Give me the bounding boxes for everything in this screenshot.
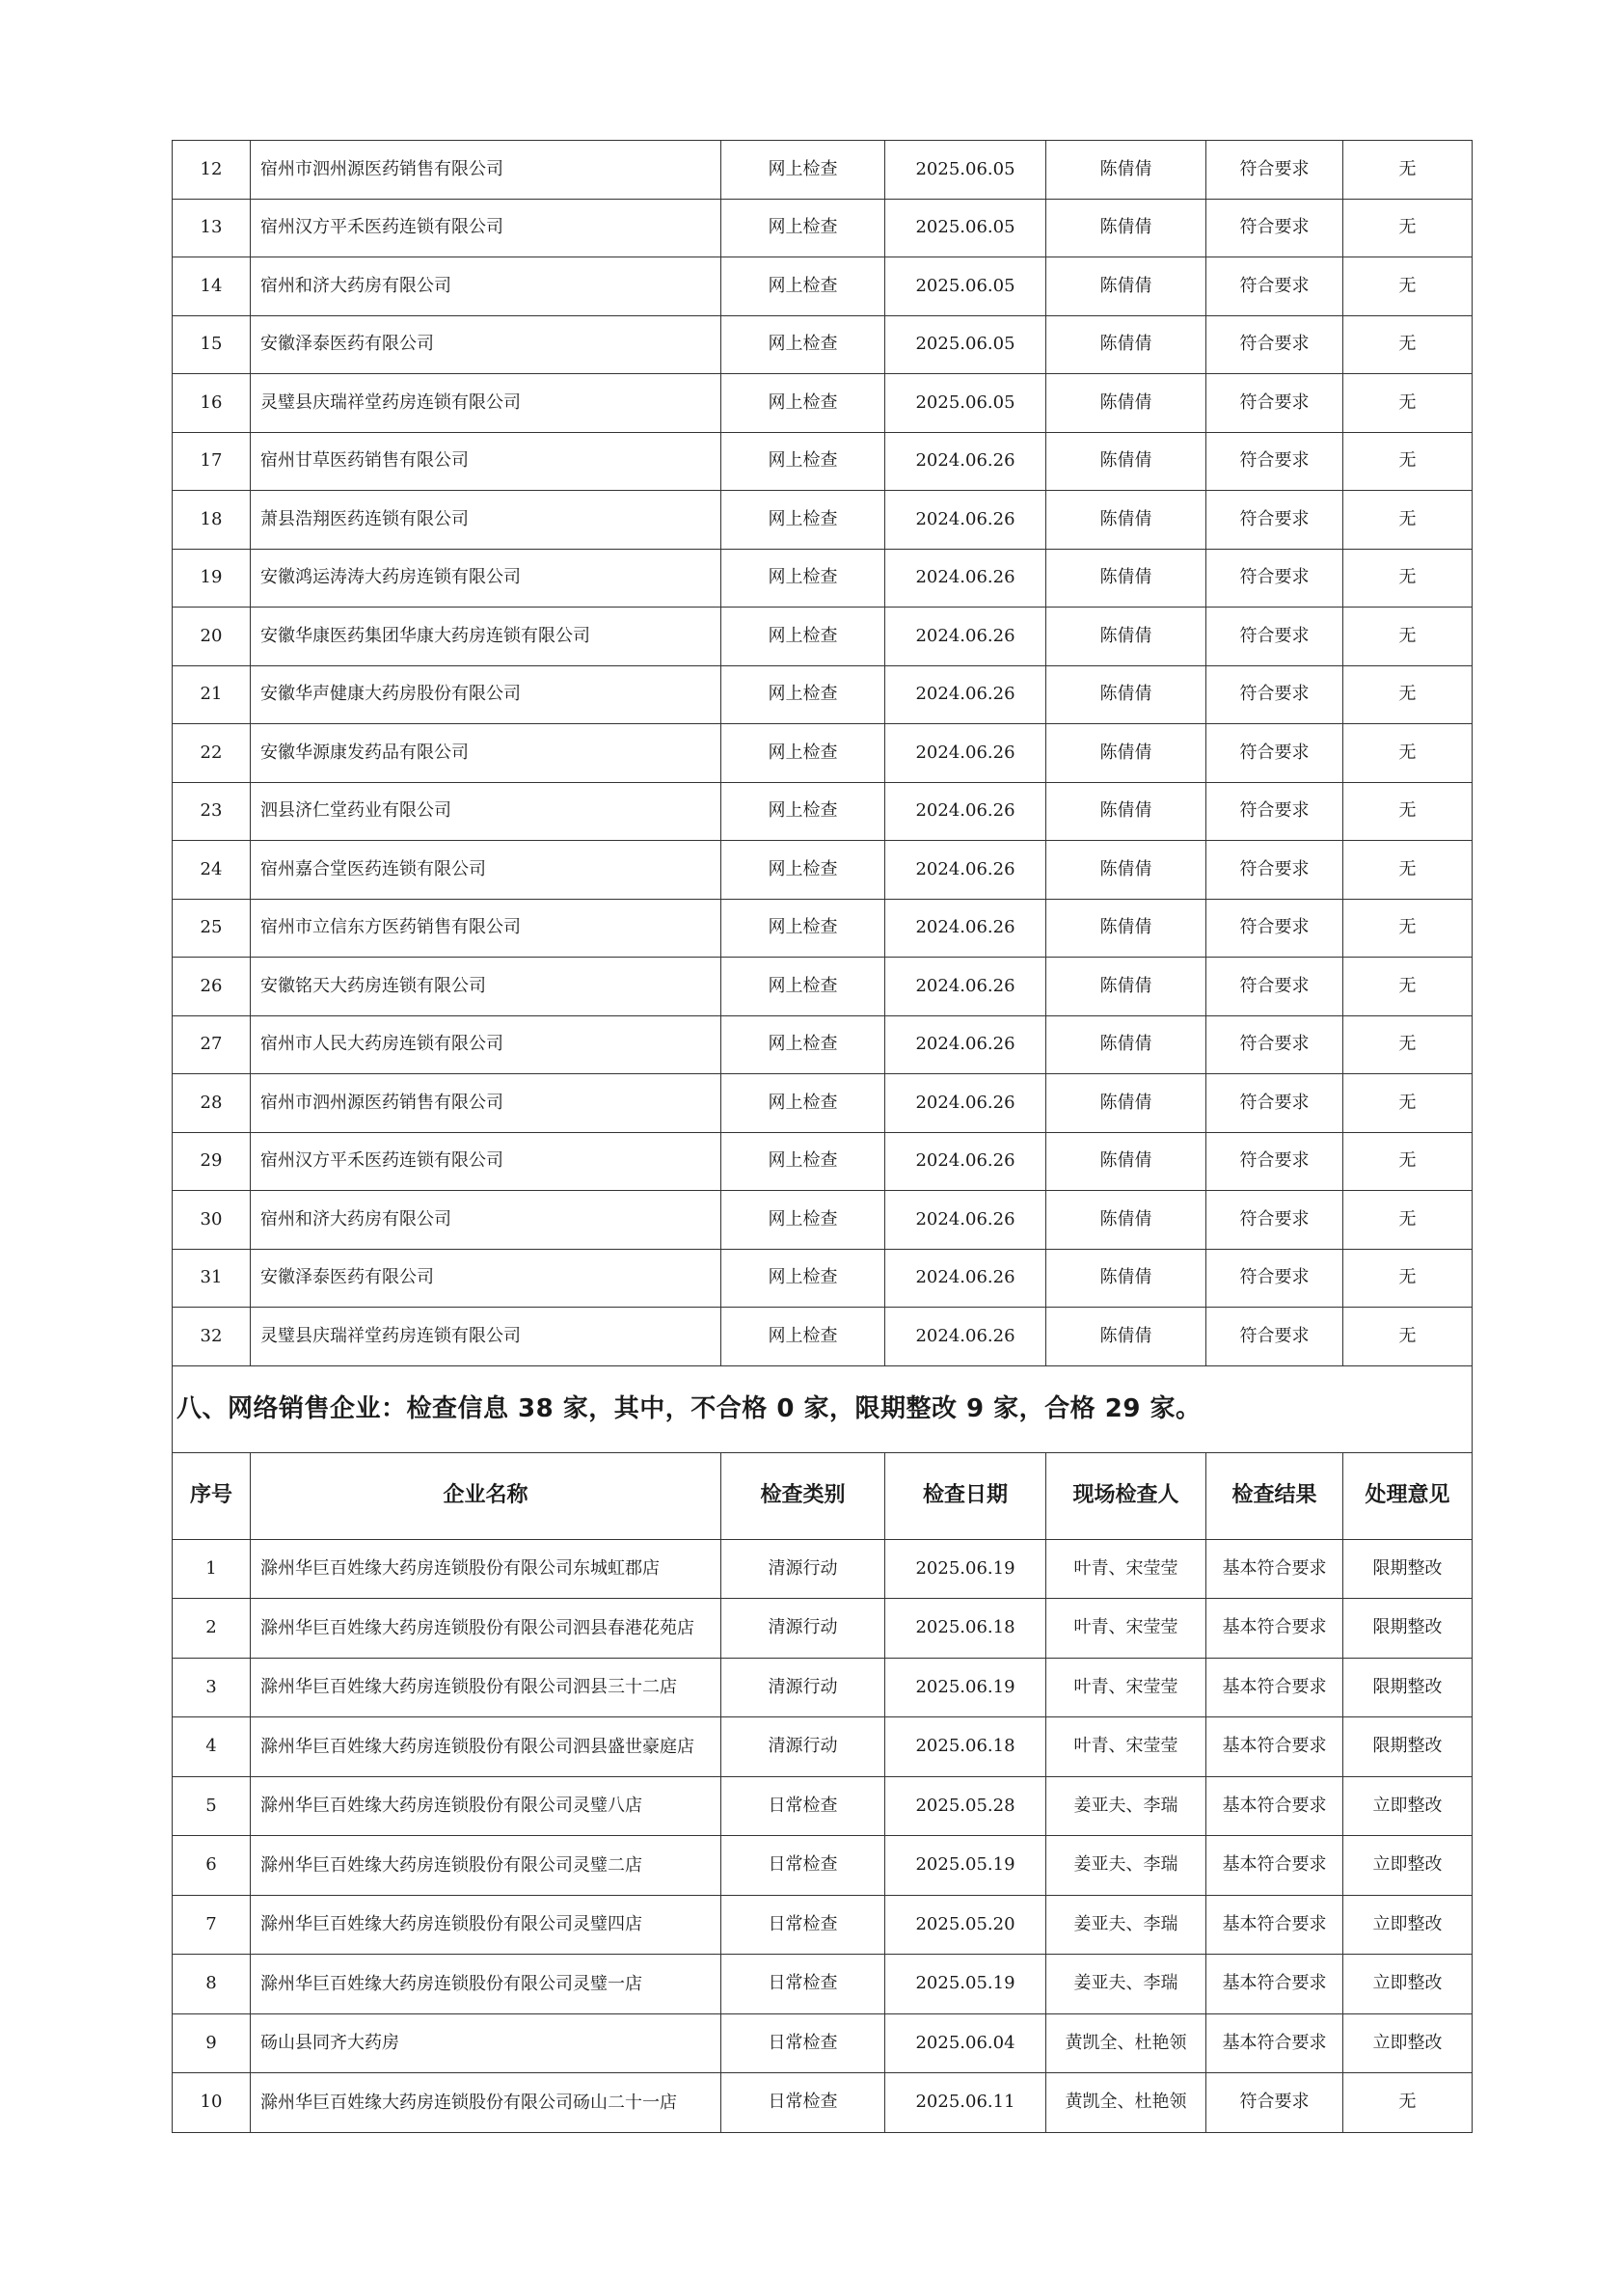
table-row <box>173 1955 1473 2014</box>
cell-result: 基本符合要求 <box>1206 2013 1343 2073</box>
cell-type: 网上检查 <box>721 608 885 666</box>
cell-no: 27 <box>173 1015 251 1074</box>
cell-no: 30 <box>173 1191 251 1250</box>
cell-inspector: 姜亚夫、李瑞 <box>1046 1955 1206 2014</box>
cell-name: 滁州华巨百姓缘大药房连锁股份有限公司灵璧一店 <box>251 1955 721 2014</box>
table-row <box>173 841 1473 900</box>
cell-no: 2 <box>173 1599 251 1659</box>
cell-opinion: 立即整改 <box>1343 1955 1473 2014</box>
cell-name: 滁州华巨百姓缘大药房连锁股份有限公司灵璧四店 <box>251 1895 721 1955</box>
cell-type: 网上检查 <box>721 1015 885 1074</box>
cell-result: 符合要求 <box>1206 958 1343 1016</box>
cell-opinion: 无 <box>1343 608 1473 666</box>
cell-opinion: 无 <box>1343 549 1473 608</box>
cell-no: 28 <box>173 1074 251 1133</box>
cell-no: 25 <box>173 899 251 958</box>
cell-result: 符合要求 <box>1206 1074 1343 1133</box>
cell-date: 2025.05.19 <box>885 1955 1046 2014</box>
cell-result: 符合要求 <box>1206 491 1343 550</box>
cell-date: 2024.06.26 <box>885 724 1046 783</box>
cell-no: 4 <box>173 1717 251 1777</box>
cell-name: 灵璧县庆瑞祥堂药房连锁有限公司 <box>251 374 721 433</box>
cell-name: 滁州华巨百姓缘大药房连锁股份有限公司灵璧二店 <box>251 1836 721 1896</box>
cell-date: 2025.06.05 <box>885 199 1046 257</box>
cell-inspector: 陈倩倩 <box>1046 1132 1206 1191</box>
cell-type: 网上检查 <box>721 724 885 783</box>
inspection-table <box>172 140 1473 2133</box>
cell-name: 宿州和济大药房有限公司 <box>251 257 721 316</box>
cell-date: 2024.06.26 <box>885 608 1046 666</box>
cell-type: 网上检查 <box>721 374 885 433</box>
cell-type: 清源行动 <box>721 1658 885 1717</box>
cell-opinion: 无 <box>1343 899 1473 958</box>
cell-result: 符合要求 <box>1206 1249 1343 1308</box>
cell-no: 23 <box>173 782 251 841</box>
cell-date: 2024.06.26 <box>885 1308 1046 1366</box>
cell-no: 5 <box>173 1776 251 1836</box>
cell-inspector: 陈倩倩 <box>1046 257 1206 316</box>
cell-result: 基本符合要求 <box>1206 1776 1343 1836</box>
cell-inspector: 叶青、宋莹莹 <box>1046 1717 1206 1777</box>
cell-opinion: 限期整改 <box>1343 1658 1473 1717</box>
cell-opinion: 无 <box>1343 315 1473 374</box>
cell-date: 2024.06.26 <box>885 958 1046 1016</box>
cell-opinion: 无 <box>1343 665 1473 724</box>
cell-type: 网上检查 <box>721 899 885 958</box>
cell-inspector: 陈倩倩 <box>1046 841 1206 900</box>
table-row <box>173 1836 1473 1896</box>
bottom-table-body <box>173 1539 1473 2132</box>
table-row <box>173 1074 1473 1133</box>
cell-name: 安徽泽泰医药有限公司 <box>251 315 721 374</box>
cell-opinion: 无 <box>1343 1074 1473 1133</box>
header-result: 检查结果 <box>1206 1452 1343 1539</box>
cell-inspector: 陈倩倩 <box>1046 141 1206 200</box>
cell-opinion: 无 <box>1343 199 1473 257</box>
cell-date: 2025.05.20 <box>885 1895 1046 1955</box>
top-table-body <box>173 141 1473 1366</box>
table-row <box>173 1658 1473 1717</box>
cell-opinion: 无 <box>1343 432 1473 491</box>
cell-name: 滁州华巨百姓缘大药房连锁股份有限公司泗县盛世豪庭店 <box>251 1717 721 1777</box>
cell-no: 15 <box>173 315 251 374</box>
cell-type: 日常检查 <box>721 2073 885 2133</box>
cell-opinion: 立即整改 <box>1343 2013 1473 2073</box>
cell-date: 2024.06.26 <box>885 1074 1046 1133</box>
cell-type: 网上检查 <box>721 841 885 900</box>
table-row <box>173 1308 1473 1366</box>
cell-inspector: 陈倩倩 <box>1046 1074 1206 1133</box>
cell-type: 网上检查 <box>721 958 885 1016</box>
cell-name: 滁州华巨百姓缘大药房连锁股份有限公司泗县春港花苑店 <box>251 1599 721 1659</box>
cell-date: 2025.06.11 <box>885 2073 1046 2133</box>
cell-no: 20 <box>173 608 251 666</box>
cell-no: 32 <box>173 1308 251 1366</box>
header-row <box>173 1452 1473 1539</box>
cell-name: 砀山县同齐大药房 <box>251 2013 721 2073</box>
cell-opinion: 无 <box>1343 841 1473 900</box>
cell-date: 2024.06.26 <box>885 491 1046 550</box>
cell-inspector: 陈倩倩 <box>1046 1308 1206 1366</box>
cell-date: 2025.05.28 <box>885 1776 1046 1836</box>
cell-type: 日常检查 <box>721 1895 885 1955</box>
cell-result: 基本符合要求 <box>1206 1895 1343 1955</box>
cell-date: 2024.06.26 <box>885 841 1046 900</box>
cell-type: 网上检查 <box>721 199 885 257</box>
cell-opinion: 无 <box>1343 1191 1473 1250</box>
cell-result: 符合要求 <box>1206 2073 1343 2133</box>
table-row <box>173 1191 1473 1250</box>
cell-name: 泗县济仁堂药业有限公司 <box>251 782 721 841</box>
table-row <box>173 1776 1473 1836</box>
cell-type: 网上检查 <box>721 491 885 550</box>
cell-result: 符合要求 <box>1206 724 1343 783</box>
cell-type: 网上检查 <box>721 1132 885 1191</box>
cell-no: 31 <box>173 1249 251 1308</box>
cell-name: 宿州嘉合堂医药连锁有限公司 <box>251 841 721 900</box>
cell-opinion: 限期整改 <box>1343 1539 1473 1599</box>
cell-result: 基本符合要求 <box>1206 1955 1343 2014</box>
cell-inspector: 叶青、宋莹莹 <box>1046 1658 1206 1717</box>
cell-inspector: 陈倩倩 <box>1046 1015 1206 1074</box>
cell-type: 网上检查 <box>721 432 885 491</box>
cell-date: 2024.06.26 <box>885 549 1046 608</box>
table-row <box>173 491 1473 550</box>
cell-opinion: 无 <box>1343 1132 1473 1191</box>
cell-no: 12 <box>173 141 251 200</box>
header-inspector: 现场检查人 <box>1046 1452 1206 1539</box>
cell-type: 网上检查 <box>721 665 885 724</box>
cell-no: 6 <box>173 1836 251 1896</box>
table-row <box>173 549 1473 608</box>
cell-name: 宿州市人民大药房连锁有限公司 <box>251 1015 721 1074</box>
cell-opinion: 立即整改 <box>1343 1895 1473 1955</box>
cell-date: 2025.06.05 <box>885 257 1046 316</box>
cell-inspector: 陈倩倩 <box>1046 665 1206 724</box>
cell-result: 符合要求 <box>1206 141 1343 200</box>
cell-name: 安徽泽泰医药有限公司 <box>251 1249 721 1308</box>
cell-opinion: 无 <box>1343 491 1473 550</box>
cell-type: 网上检查 <box>721 1191 885 1250</box>
cell-result: 基本符合要求 <box>1206 1658 1343 1717</box>
cell-name: 宿州市泗州源医药销售有限公司 <box>251 1074 721 1133</box>
cell-inspector: 陈倩倩 <box>1046 432 1206 491</box>
header-type: 检查类别 <box>721 1452 885 1539</box>
cell-inspector: 陈倩倩 <box>1046 782 1206 841</box>
cell-name: 宿州和济大药房有限公司 <box>251 1191 721 1250</box>
cell-type: 网上检查 <box>721 315 885 374</box>
cell-result: 符合要求 <box>1206 841 1343 900</box>
cell-date: 2025.06.18 <box>885 1717 1046 1777</box>
cell-result: 符合要求 <box>1206 549 1343 608</box>
cell-name: 安徽华声健康大药房股份有限公司 <box>251 665 721 724</box>
cell-type: 日常检查 <box>721 1776 885 1836</box>
cell-opinion: 无 <box>1343 1249 1473 1308</box>
cell-date: 2025.06.05 <box>885 374 1046 433</box>
cell-date: 2024.06.26 <box>885 782 1046 841</box>
cell-name: 灵璧县庆瑞祥堂药房连锁有限公司 <box>251 1308 721 1366</box>
cell-type: 网上检查 <box>721 1308 885 1366</box>
cell-no: 3 <box>173 1658 251 1717</box>
cell-no: 10 <box>173 2073 251 2133</box>
table-row <box>173 141 1473 200</box>
cell-no: 1 <box>173 1539 251 1599</box>
cell-inspector: 黄凯全、杜艳领 <box>1046 2013 1206 2073</box>
cell-name: 滁州华巨百姓缘大药房连锁股份有限公司东城虹郡店 <box>251 1539 721 1599</box>
cell-name: 滁州华巨百姓缘大药房连锁股份有限公司灵璧八店 <box>251 1776 721 1836</box>
table-row <box>173 1015 1473 1074</box>
cell-inspector: 陈倩倩 <box>1046 549 1206 608</box>
cell-no: 29 <box>173 1132 251 1191</box>
cell-no: 14 <box>173 257 251 316</box>
table-row <box>173 315 1473 374</box>
header-date: 检查日期 <box>885 1452 1046 1539</box>
table-row <box>173 665 1473 724</box>
cell-inspector: 陈倩倩 <box>1046 899 1206 958</box>
cell-name: 安徽鸿运涛涛大药房连锁有限公司 <box>251 549 721 608</box>
cell-name: 安徽华康医药集团华康大药房连锁有限公司 <box>251 608 721 666</box>
cell-no: 22 <box>173 724 251 783</box>
cell-date: 2024.06.26 <box>885 1191 1046 1250</box>
cell-result: 符合要求 <box>1206 315 1343 374</box>
cell-name: 安徽铭天大药房连锁有限公司 <box>251 958 721 1016</box>
table-row <box>173 1599 1473 1659</box>
cell-name: 滁州华巨百姓缘大药房连锁股份有限公司泗县三十二店 <box>251 1658 721 1717</box>
cell-date: 2025.06.04 <box>885 2013 1046 2073</box>
cell-inspector: 陈倩倩 <box>1046 315 1206 374</box>
table-row <box>173 1249 1473 1308</box>
header-opinion: 处理意见 <box>1343 1452 1473 1539</box>
cell-type: 网上检查 <box>721 141 885 200</box>
cell-date: 2025.06.05 <box>885 141 1046 200</box>
cell-inspector: 姜亚夫、李瑞 <box>1046 1895 1206 1955</box>
table-row <box>173 958 1473 1016</box>
cell-opinion: 立即整改 <box>1343 1836 1473 1896</box>
cell-name: 宿州汉方平禾医药连锁有限公司 <box>251 199 721 257</box>
cell-result: 符合要求 <box>1206 899 1343 958</box>
cell-inspector: 叶青、宋莹莹 <box>1046 1539 1206 1599</box>
cell-inspector: 陈倩倩 <box>1046 724 1206 783</box>
cell-opinion: 无 <box>1343 1308 1473 1366</box>
cell-date: 2024.06.26 <box>885 1015 1046 1074</box>
cell-no: 13 <box>173 199 251 257</box>
cell-name: 宿州汉方平禾医药连锁有限公司 <box>251 1132 721 1191</box>
cell-inspector: 姜亚夫、李瑞 <box>1046 1776 1206 1836</box>
cell-date: 2024.06.26 <box>885 432 1046 491</box>
cell-result: 符合要求 <box>1206 374 1343 433</box>
cell-no: 8 <box>173 1955 251 2014</box>
cell-name: 安徽华源康发药品有限公司 <box>251 724 721 783</box>
section-heading-row <box>173 1365 1473 1452</box>
cell-inspector: 陈倩倩 <box>1046 199 1206 257</box>
cell-type: 清源行动 <box>721 1539 885 1599</box>
cell-result: 基本符合要求 <box>1206 1717 1343 1777</box>
table-row <box>173 2073 1473 2133</box>
cell-date: 2024.06.26 <box>885 1132 1046 1191</box>
cell-no: 26 <box>173 958 251 1016</box>
cell-name: 萧县浩翔医药连锁有限公司 <box>251 491 721 550</box>
cell-no: 7 <box>173 1895 251 1955</box>
cell-type: 日常检查 <box>721 1836 885 1896</box>
cell-opinion: 无 <box>1343 374 1473 433</box>
table-row <box>173 257 1473 316</box>
table-row <box>173 374 1473 433</box>
cell-type: 网上检查 <box>721 1249 885 1308</box>
cell-result: 符合要求 <box>1206 782 1343 841</box>
cell-inspector: 陈倩倩 <box>1046 958 1206 1016</box>
cell-type: 网上检查 <box>721 782 885 841</box>
cell-no: 16 <box>173 374 251 433</box>
cell-result: 基本符合要求 <box>1206 1539 1343 1599</box>
cell-result: 符合要求 <box>1206 1191 1343 1250</box>
cell-no: 9 <box>173 2013 251 2073</box>
cell-type: 清源行动 <box>721 1599 885 1659</box>
table-row <box>173 2013 1473 2073</box>
table-row <box>173 1132 1473 1191</box>
cell-type: 网上检查 <box>721 257 885 316</box>
cell-inspector: 陈倩倩 <box>1046 491 1206 550</box>
cell-opinion: 无 <box>1343 782 1473 841</box>
cell-date: 2024.06.26 <box>885 899 1046 958</box>
cell-result: 基本符合要求 <box>1206 1599 1343 1659</box>
cell-no: 18 <box>173 491 251 550</box>
document-page <box>172 140 1472 2133</box>
cell-name: 宿州市立信东方医药销售有限公司 <box>251 899 721 958</box>
cell-no: 19 <box>173 549 251 608</box>
section-heading: 八、网络销售企业：检查信息 38 家，其中，不合格 0 家，限期整改 9 家，合格 29 家。 <box>173 1365 1473 1452</box>
cell-inspector: 陈倩倩 <box>1046 374 1206 433</box>
cell-inspector: 陈倩倩 <box>1046 1249 1206 1308</box>
cell-date: 2024.06.26 <box>885 1249 1046 1308</box>
table-row <box>173 782 1473 841</box>
table-row <box>173 1539 1473 1599</box>
cell-inspector: 叶青、宋莹莹 <box>1046 1599 1206 1659</box>
cell-opinion: 无 <box>1343 2073 1473 2133</box>
cell-date: 2025.06.19 <box>885 1539 1046 1599</box>
cell-date: 2024.06.26 <box>885 665 1046 724</box>
cell-date: 2025.06.05 <box>885 315 1046 374</box>
cell-type: 网上检查 <box>721 549 885 608</box>
cell-type: 网上检查 <box>721 1074 885 1133</box>
cell-date: 2025.05.19 <box>885 1836 1046 1896</box>
cell-type: 清源行动 <box>721 1717 885 1777</box>
cell-opinion: 无 <box>1343 257 1473 316</box>
table-row <box>173 724 1473 783</box>
cell-result: 符合要求 <box>1206 432 1343 491</box>
cell-result: 符合要求 <box>1206 1015 1343 1074</box>
table-row <box>173 608 1473 666</box>
cell-opinion: 无 <box>1343 141 1473 200</box>
cell-result: 基本符合要求 <box>1206 1836 1343 1896</box>
cell-no: 21 <box>173 665 251 724</box>
cell-date: 2025.06.18 <box>885 1599 1046 1659</box>
cell-inspector: 陈倩倩 <box>1046 1191 1206 1250</box>
cell-opinion: 无 <box>1343 958 1473 1016</box>
cell-name: 宿州甘草医药销售有限公司 <box>251 432 721 491</box>
cell-result: 符合要求 <box>1206 199 1343 257</box>
cell-type: 日常检查 <box>721 1955 885 2014</box>
cell-opinion: 限期整改 <box>1343 1717 1473 1777</box>
header-no: 序号 <box>173 1452 251 1539</box>
cell-inspector: 陈倩倩 <box>1046 608 1206 666</box>
table-row <box>173 1717 1473 1777</box>
table-row <box>173 432 1473 491</box>
cell-inspector: 姜亚夫、李瑞 <box>1046 1836 1206 1896</box>
cell-result: 符合要求 <box>1206 608 1343 666</box>
cell-opinion: 无 <box>1343 1015 1473 1074</box>
cell-opinion: 无 <box>1343 724 1473 783</box>
cell-opinion: 限期整改 <box>1343 1599 1473 1659</box>
table-row <box>173 899 1473 958</box>
table-row <box>173 1895 1473 1955</box>
table-row <box>173 199 1473 257</box>
section-body <box>173 1365 1473 1539</box>
cell-name: 滁州华巨百姓缘大药房连锁股份有限公司砀山二十一店 <box>251 2073 721 2133</box>
cell-name: 宿州市泗州源医药销售有限公司 <box>251 141 721 200</box>
cell-type: 日常检查 <box>721 2013 885 2073</box>
cell-no: 24 <box>173 841 251 900</box>
cell-opinion: 立即整改 <box>1343 1776 1473 1836</box>
cell-inspector: 黄凯全、杜艳领 <box>1046 2073 1206 2133</box>
cell-result: 符合要求 <box>1206 1308 1343 1366</box>
header-name: 企业名称 <box>251 1452 721 1539</box>
cell-result: 符合要求 <box>1206 1132 1343 1191</box>
cell-date: 2025.06.19 <box>885 1658 1046 1717</box>
cell-no: 17 <box>173 432 251 491</box>
cell-result: 符合要求 <box>1206 257 1343 316</box>
cell-result: 符合要求 <box>1206 665 1343 724</box>
